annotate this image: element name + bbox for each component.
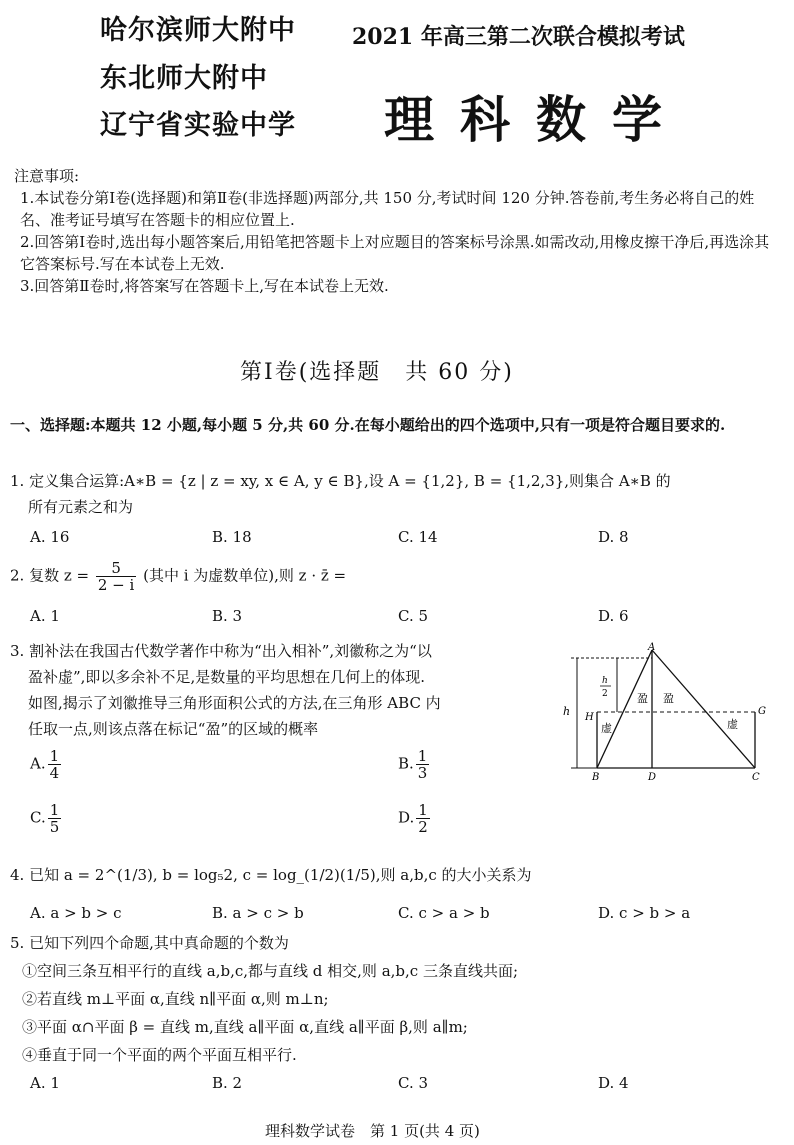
ying-label-left: 盈 <box>637 692 648 705</box>
q4-option-c: C. c > a > b <box>398 904 490 922</box>
note-item-1: 1.本试卷分第Ⅰ卷(选择题)和第Ⅱ卷(非选择题)两部分,共 150 分,考试时间 120 分钟.答卷前,考生务必将自己的姓名、准考证号填写在答题卡的相应位置上. <box>20 189 755 229</box>
q5-option-c: C. 3 <box>398 1074 429 1092</box>
q2-option-a: A. 1 <box>30 607 60 625</box>
q2-option-c: C. 5 <box>398 607 429 625</box>
q2-frac-den: 2 − i <box>97 576 135 594</box>
q3-option-b-label: B. <box>398 754 414 773</box>
q2-option-d: D. 6 <box>598 607 629 625</box>
q5-proposition-4: ④垂直于同一个平面的两个平面互相平行. <box>22 1046 297 1064</box>
q5-proposition-2: ②若直线 m⊥平面 α,直线 n∥平面 α,则 m⊥n; <box>22 990 329 1008</box>
point-d-label: D <box>648 772 657 783</box>
q3-a-den: 4 <box>49 764 60 782</box>
q3-option-d <box>398 802 432 835</box>
xu-label-left: 虚 <box>601 722 612 735</box>
exam-title: 2021 年高三第二次联合模拟考试 <box>352 24 685 50</box>
school-name-2: 东北师大附中 <box>100 63 268 94</box>
page-footer: 理科数学试卷 第 1 页(共 4 页) <box>265 1122 480 1140</box>
subject-title: 理科数学 <box>384 90 688 149</box>
point-h-label: H <box>585 712 594 723</box>
notes-heading: 注意事项: <box>14 167 80 185</box>
question-1-line-2: 所有元素之和为 <box>28 498 134 516</box>
question-2-stem <box>10 560 790 593</box>
q2-stem-suffix: (其中 i 为虚数单位),则 z · z̄ = <box>143 566 347 585</box>
q3-option-b <box>398 748 431 781</box>
school-name-3: 辽宁省实验中学 <box>100 110 296 141</box>
q3-option-a-label: A. <box>30 754 46 773</box>
ying-label-right: 盈 <box>663 692 674 705</box>
question-3-line-3: 如图,揭示了刘徽推导三角形面积公式的方法,在三角形 ABC 内 <box>28 694 441 712</box>
question-5-stem: 5. 已知下列四个命题,其中真命题的个数为 <box>10 934 289 952</box>
half-h-den: 2 <box>602 689 608 699</box>
q4-option-d: D. c > b > a <box>598 904 691 922</box>
question-3-line-4: 任取一点,则该点落在标记“盈”的区域的概率 <box>28 720 319 738</box>
q3-a-num: 1 <box>49 747 60 765</box>
q1-option-b: B. 18 <box>212 528 252 546</box>
side-ac <box>652 650 755 768</box>
q2-frac-num: 5 <box>96 560 136 577</box>
q5-option-b: B. 2 <box>212 1074 243 1092</box>
question-4-stem: 4. 已知 a = 2^(1/3), b = log₅2, c = log_(1/2)(1/5),则 a,b,c 的大小关系为 <box>10 866 532 884</box>
point-c-label: C <box>752 772 760 783</box>
section-title: 第Ⅰ卷(选择题 共 60 分) <box>240 360 514 385</box>
q2-stem-prefix: 2. 复数 z = <box>10 566 90 585</box>
q3-d-den: 2 <box>418 818 428 836</box>
school-name-1: 哈尔滨师大附中 <box>100 15 296 46</box>
q3-c-den: 5 <box>49 818 60 836</box>
point-a-label: A <box>648 642 656 653</box>
point-g-label: G <box>758 706 766 717</box>
q4-option-b: B. a > c > b <box>212 904 304 922</box>
question-3-line-2: 盈补虚”,即以多余补不足,是数量的平均思想在几何上的体现. <box>28 668 425 686</box>
half-h-num: h <box>602 676 608 686</box>
question-1-line-1: 1. 定义集合运算:A∗B = {z | z = xy, x ∈ A, y ∈ B},设 A = {1,2}, B = {1,2,3},则集合 A∗B 的 <box>10 472 671 490</box>
h-label: h <box>563 705 571 718</box>
q3-option-a <box>30 748 63 781</box>
q5-option-d: D. 4 <box>598 1074 629 1092</box>
q2-fraction <box>96 560 136 593</box>
question-3-line-1: 3. 割补法在我国古代数学著作中称为“出入相补”,刘徽称之为“以 <box>10 642 432 660</box>
q3-option-c <box>30 802 63 835</box>
q3-c-num: 1 <box>49 801 60 819</box>
q5-proposition-3: ③平面 α∩平面 β = 直线 m,直线 a∥平面 α,直线 a∥平面 β,则 a∥m; <box>22 1018 468 1036</box>
q5-proposition-1: ①空间三条互相平行的直线 a,b,c,都与直线 d 相交,则 a,b,c 三条直线共面; <box>22 962 518 980</box>
q3-option-c-label: C. <box>30 808 46 827</box>
q1-option-d: D. 8 <box>598 528 629 546</box>
q3-b-den: 3 <box>417 764 428 782</box>
side-ab <box>597 650 652 768</box>
q4-option-a: A. a > b > c <box>30 904 122 922</box>
q2-option-b: B. 3 <box>212 607 243 625</box>
q3-d-num: 1 <box>418 801 428 819</box>
note-item-3: 3.回答第Ⅱ卷时,将答案写在答题卡上,写在本试卷上无效. <box>20 277 389 295</box>
q5-option-a: A. 1 <box>30 1074 60 1092</box>
q3-b-num: 1 <box>417 747 428 765</box>
q3-option-d-label: D. <box>398 808 415 827</box>
point-b-label: B <box>592 772 600 783</box>
part-instruction: 一、选择题:本题共 12 小题,每小题 5 分,共 60 分.在每小题给出的四个选项中,只有一项是符合题目要求的. <box>10 416 726 434</box>
q1-option-a: A. 16 <box>30 528 70 546</box>
triangle-figure <box>555 640 780 785</box>
xu-label-right: 虚 <box>727 718 738 731</box>
note-item-2: 2.回答第Ⅰ卷时,选出每小题答案后,用铅笔把答题卡上对应题目的答案标号涂黑.如需改动,用橡皮擦干净后,再选涂其它答案标号.写在本试卷上无效. <box>20 233 770 273</box>
q1-option-c: C. 14 <box>398 528 438 546</box>
